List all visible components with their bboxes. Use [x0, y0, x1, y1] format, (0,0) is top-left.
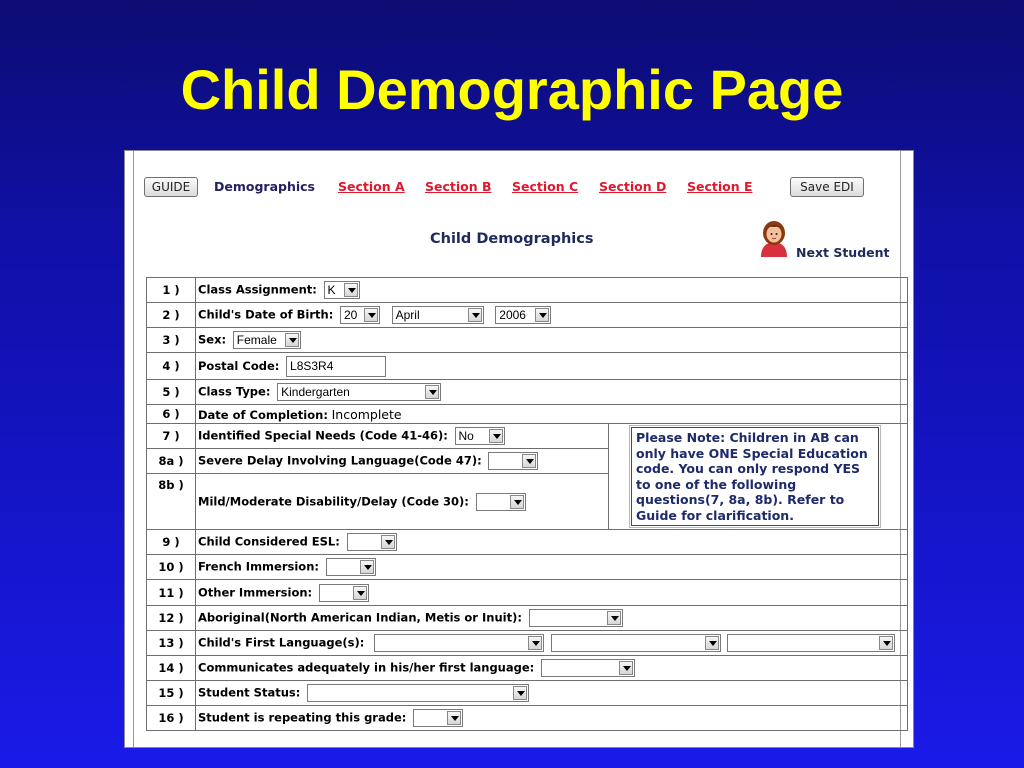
row-number: 4 ): [147, 353, 196, 380]
row-number: 8a ): [147, 449, 196, 474]
chevron-down-icon: [489, 429, 503, 443]
chevron-down-icon: [510, 495, 524, 509]
chevron-down-icon: [705, 636, 719, 650]
row-class-type: [147, 380, 908, 405]
sex-select[interactable]: [233, 331, 301, 349]
birth-month-value: April: [395, 308, 420, 322]
row-number: 3 ): [147, 328, 196, 353]
tab-section-b[interactable]: Section B: [425, 179, 492, 194]
repeating-grade-select[interactable]: [413, 709, 463, 727]
row-postal-code: [147, 353, 908, 380]
aboriginal-label: Aboriginal(North American Indian, Metis or Inuit):: [198, 610, 522, 625]
esl-label: Child Considered ESL:: [198, 534, 340, 549]
chevron-down-icon: [285, 333, 299, 347]
row-number: 10 ): [147, 555, 196, 580]
app-screenshot: [124, 150, 914, 748]
row-number: 13 ): [147, 631, 196, 656]
chevron-down-icon: [425, 385, 439, 399]
sex-value: Female: [236, 333, 277, 347]
row-esl: [147, 530, 908, 555]
row-number: 8b ): [147, 474, 196, 530]
communicates-select[interactable]: [541, 659, 635, 677]
chevron-down-icon: [607, 611, 621, 625]
row-student-status: [147, 681, 908, 706]
chevron-down-icon: [447, 711, 461, 725]
date-of-birth-label: Child's Date of Birth:: [198, 307, 334, 322]
student-avatar-icon: [756, 219, 792, 259]
chevron-down-icon: [344, 283, 358, 297]
tab-demographics: Demographics: [214, 179, 315, 194]
row-number: 1 ): [147, 278, 196, 303]
class-assignment-label: Class Assignment:: [198, 282, 317, 297]
row-first-language: [147, 631, 908, 656]
row-communicates: [147, 656, 908, 681]
row-date-of-birth: [147, 303, 908, 328]
special-needs-value: No: [458, 429, 474, 443]
student-status-label: Student Status:: [198, 685, 301, 700]
class-type-select[interactable]: [277, 383, 441, 401]
chevron-down-icon: [535, 308, 549, 322]
form-title: Child Demographics: [430, 231, 594, 247]
chevron-down-icon: [522, 454, 536, 468]
row-french-immersion: [147, 555, 908, 580]
postal-code-label: Postal Code:: [198, 358, 280, 373]
mild-disability-select[interactable]: [476, 493, 526, 511]
special-education-note: Please Note: Children in AB can only have ONE Special Education code. You can only respond YES to one of the following questions(7, 8a, 8b). Refer to Guide for clarification.: [631, 427, 879, 526]
other-immersion-select[interactable]: [319, 584, 369, 602]
class-assignment-select[interactable]: [324, 281, 360, 299]
demographics-table: [146, 277, 908, 731]
row-number: 7 ): [147, 424, 196, 449]
row-number: 2 ): [147, 303, 196, 328]
tab-section-d[interactable]: Section D: [599, 179, 667, 194]
row-repeating-grade: [147, 706, 908, 731]
row-number: 9 ): [147, 530, 196, 555]
class-assignment-value: K: [327, 283, 336, 297]
esl-select[interactable]: [347, 533, 397, 551]
first-language-select-1[interactable]: [374, 634, 544, 652]
birth-day-value: 20: [343, 308, 358, 322]
guide-button[interactable]: GUIDE: [144, 177, 198, 197]
row-sex: [147, 328, 908, 353]
first-language-select-2[interactable]: [551, 634, 721, 652]
row-number: 6 ): [147, 405, 196, 424]
student-status-select[interactable]: [307, 684, 529, 702]
severe-delay-label: Severe Delay Involving Language(Code 47):: [198, 453, 482, 468]
slide-title: Child Demographic Page: [180, 58, 844, 121]
repeating-grade-label: Student is repeating this grade:: [198, 710, 407, 725]
french-immersion-label: French Immersion:: [198, 559, 319, 574]
row-class-assignment: [147, 278, 908, 303]
chevron-down-icon: [528, 636, 542, 650]
next-student-label: Next Student: [796, 245, 890, 260]
chevron-down-icon: [619, 661, 633, 675]
row-special-needs: [147, 424, 908, 449]
tab-section-c[interactable]: Section C: [512, 179, 579, 194]
note-cell: [609, 424, 908, 530]
birth-day-select[interactable]: [340, 306, 380, 324]
chevron-down-icon: [513, 686, 527, 700]
birth-year-select[interactable]: [495, 306, 551, 324]
special-needs-label: Identified Special Needs (Code 41-46):: [198, 428, 448, 443]
french-immersion-select[interactable]: [326, 558, 376, 576]
row-number: 5 ): [147, 380, 196, 405]
sex-label: Sex:: [198, 332, 227, 347]
communicates-label: Communicates adequately in his/her first language:: [198, 660, 535, 675]
chevron-down-icon: [468, 308, 482, 322]
chevron-down-icon: [360, 560, 374, 574]
row-number: 11 ): [147, 580, 196, 606]
save-edi-button[interactable]: Save EDI: [790, 177, 864, 197]
first-language-label: Child's First Language(s):: [198, 635, 365, 650]
tab-section-a[interactable]: Section A: [338, 179, 405, 194]
date-of-completion-value: Incomplete: [331, 406, 402, 422]
birth-year-value: 2006: [499, 308, 526, 322]
other-immersion-label: Other Immersion:: [198, 585, 313, 599]
mild-disability-label: Mild/Moderate Disability/Delay (Code 30):: [198, 494, 469, 508]
row-number: 12 ): [147, 606, 196, 631]
chevron-down-icon: [879, 636, 893, 650]
form-page: [133, 151, 901, 747]
class-type-label: Class Type:: [198, 384, 271, 399]
birth-month-select[interactable]: [392, 306, 484, 324]
next-student-button[interactable]: [756, 219, 896, 263]
row-date-of-completion: [147, 405, 908, 424]
chevron-down-icon: [381, 535, 395, 549]
row-number: 16 ): [147, 706, 196, 731]
postal-code-input[interactable]: L8S3R4: [286, 356, 386, 377]
special-needs-select[interactable]: [455, 427, 505, 445]
chevron-down-icon: [364, 308, 378, 322]
date-of-completion-label: Date of Completion:: [198, 407, 328, 422]
row-number: 15 ): [147, 681, 196, 706]
row-other-immersion: [147, 580, 908, 606]
chevron-down-icon: [353, 586, 367, 600]
class-type-value: Kindergarten: [281, 385, 350, 399]
severe-delay-select[interactable]: [488, 452, 538, 470]
row-aboriginal: [147, 606, 908, 631]
aboriginal-select[interactable]: [529, 609, 623, 627]
first-language-select-3[interactable]: [727, 634, 895, 652]
tab-section-e[interactable]: Section E: [687, 179, 753, 194]
row-number: 14 ): [147, 656, 196, 681]
